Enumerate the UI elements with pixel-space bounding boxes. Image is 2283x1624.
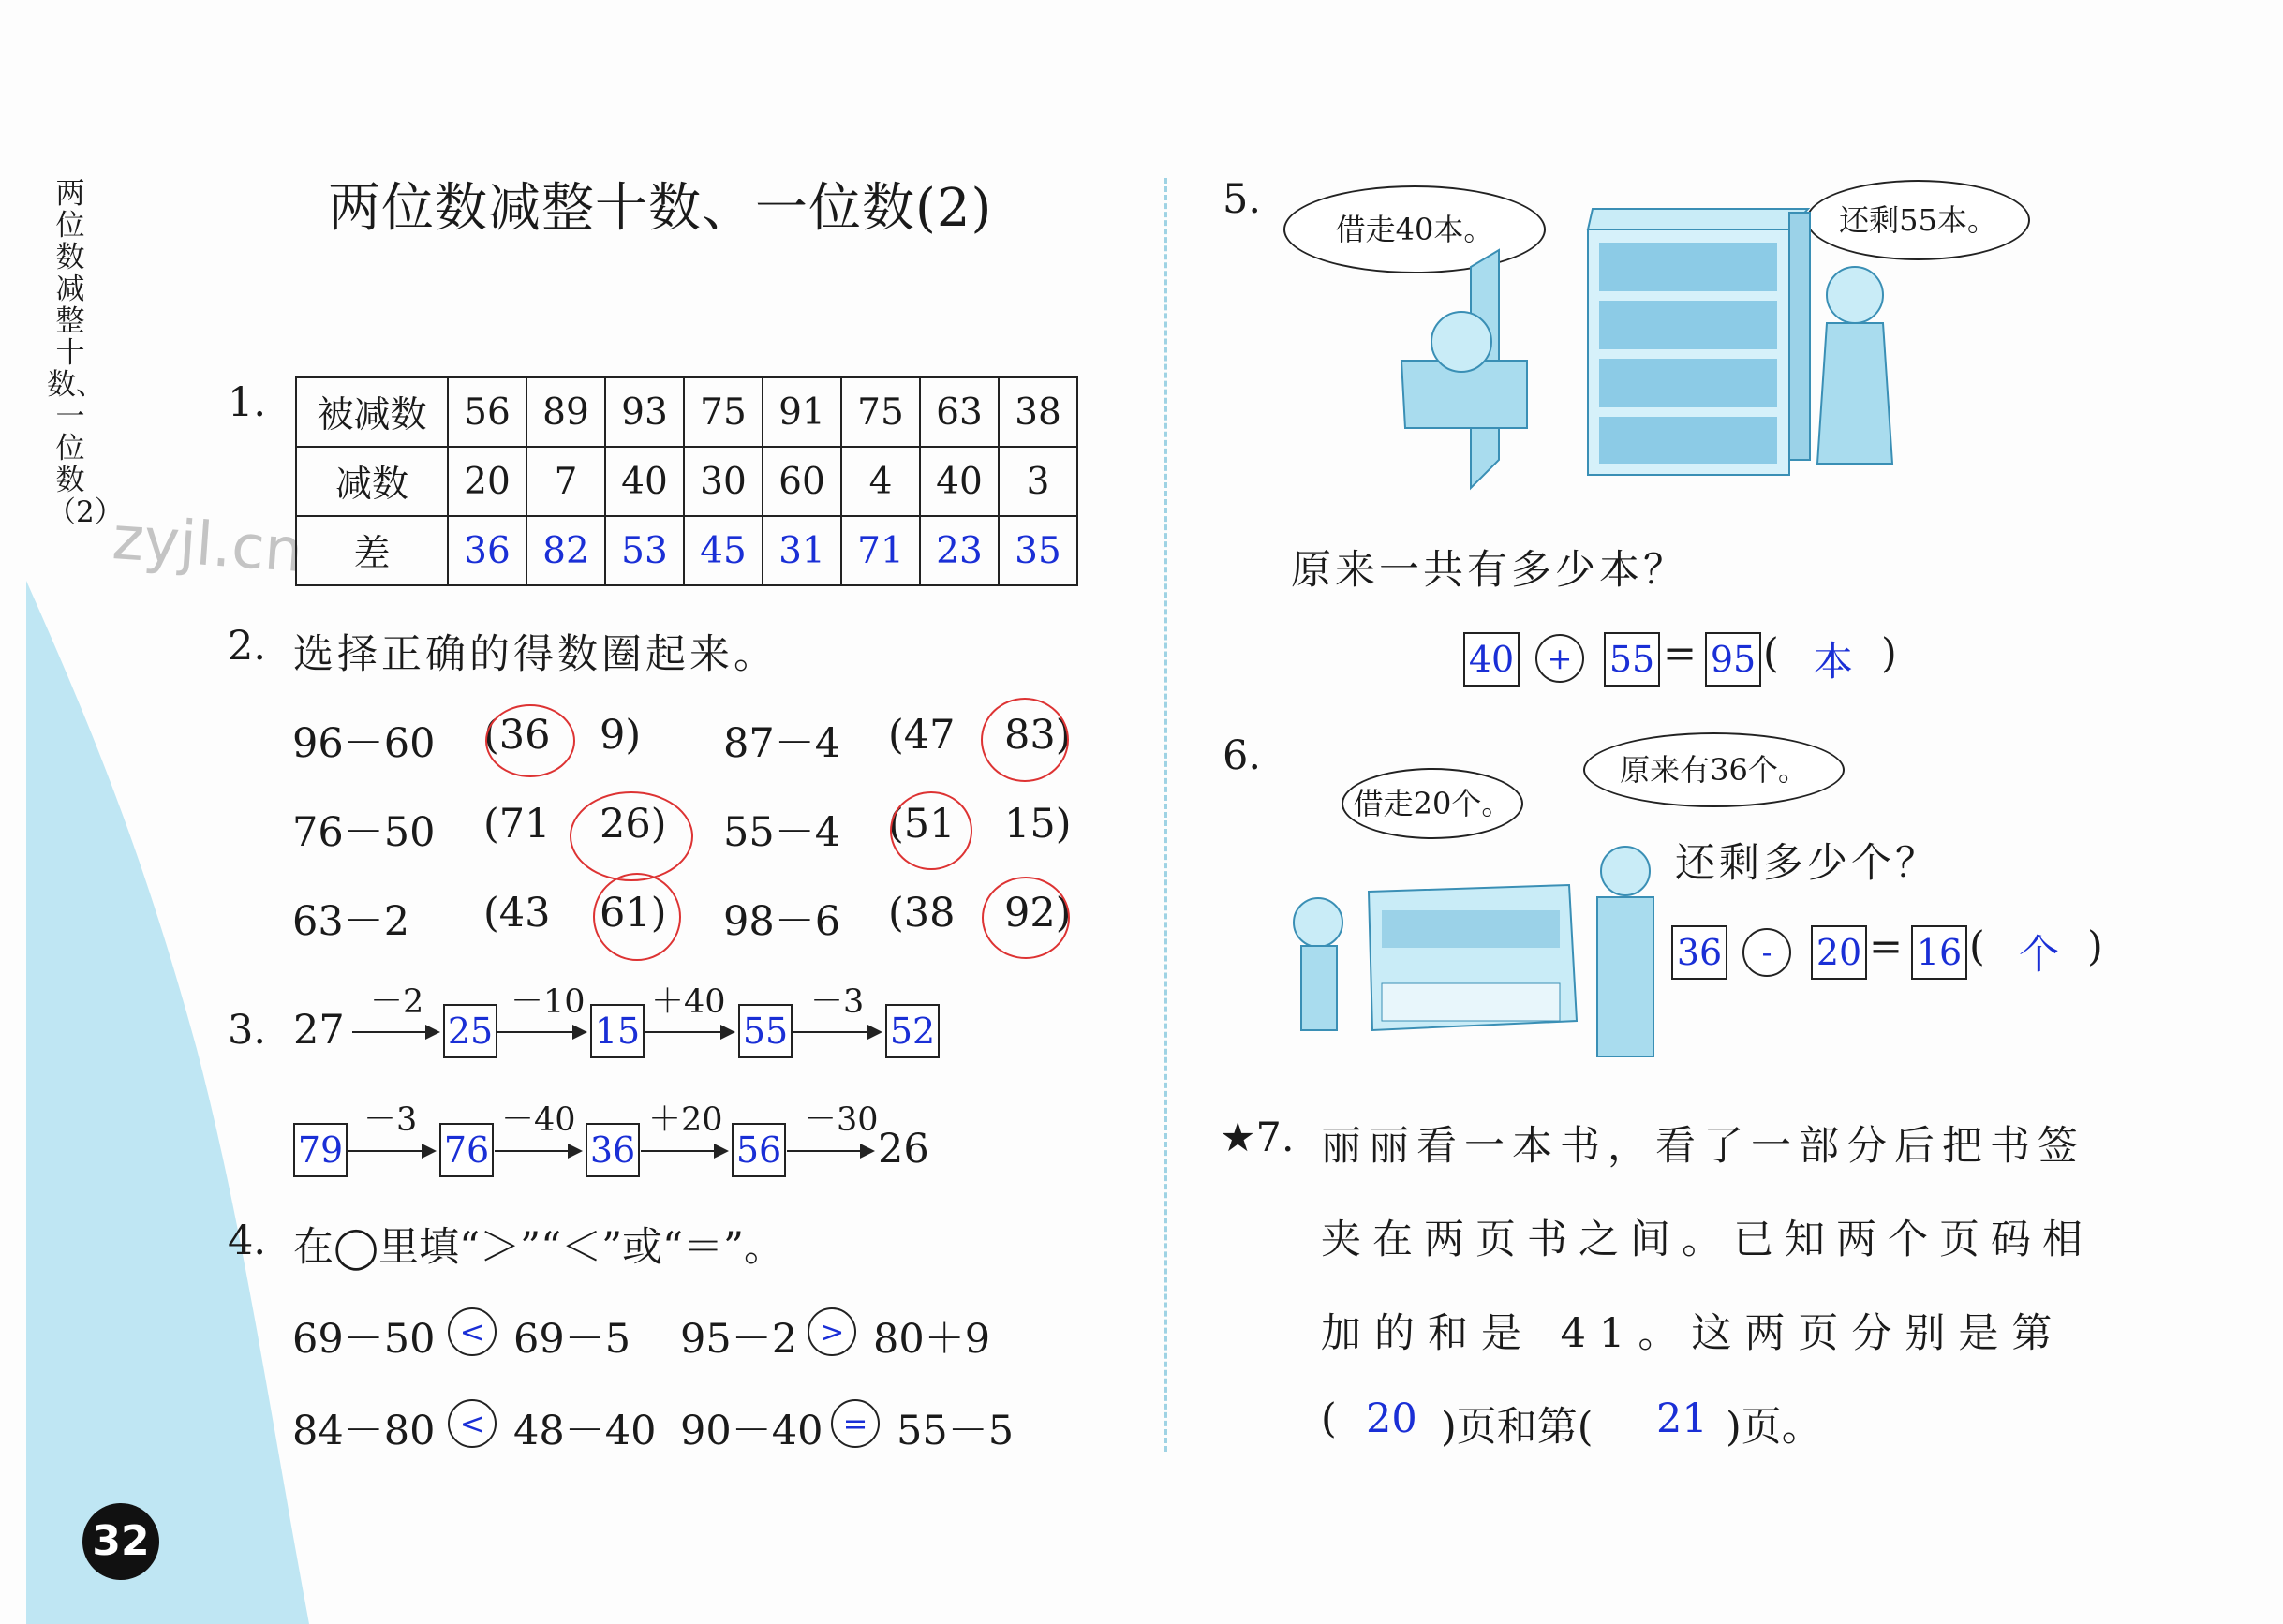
answer-cell: 53 [605,516,684,585]
table-cell: 38 [999,377,1077,447]
q4-right: 55－5 [897,1408,1015,1454]
chain-op: ＋20 [648,1101,723,1139]
rack-illustration [1288,843,1682,1068]
answer-cell: 45 [684,516,763,585]
chain-arrow [641,1150,727,1152]
q7-number: ★7. [1220,1115,1295,1161]
q2-option: 15) [1004,801,1072,848]
q7-answer-mid: )页和第( [1441,1404,1594,1451]
answer-box: 79 [293,1123,348,1177]
q4-left: 90－40 [680,1408,823,1454]
chain-end: 26 [878,1126,929,1173]
sidebar-title: 两位数减整十数、一位数（2） [47,177,124,529]
answer-box: 55 [1604,632,1660,687]
answer-box: 76 [439,1123,494,1177]
compare-circle: < [448,1307,497,1356]
unit-answer: 本 [1813,639,1853,686]
answer-cell: 36 [448,516,526,585]
equals-sign: = [1663,630,1697,677]
q5-question: 原来一共有多少本？ [1291,547,1687,594]
table-cell: 4 [841,447,920,516]
chain-op: －3 [363,1101,418,1139]
q1-table [295,376,1078,586]
page-number: 32 [82,1503,159,1580]
q4-right: 48－40 [513,1408,657,1454]
q2-option: (71 [483,801,551,848]
q2-expr: 87－4 [723,720,841,767]
unit-open: ( [1969,923,1985,970]
q7-line: 加的和是 41。这两页分别是第 [1321,1310,2066,1357]
answer-box: 56 [732,1123,786,1177]
q7-answer: 20 [1366,1395,1417,1442]
chain-op: ＋40 [651,983,726,1021]
operator-circle: - [1742,928,1791,977]
q7-answer: 21 [1656,1395,1708,1442]
q2-option: 9) [600,712,642,759]
speech-bubble: 原来有36个。 [1583,732,1845,807]
q4-right: 69－5 [513,1316,631,1363]
compare-circle: > [808,1307,856,1356]
q2-option: (43 [483,890,551,937]
q2-option: (38 [888,890,956,937]
table-cell: 63 [920,377,999,447]
q4-left: 95－2 [680,1316,798,1363]
answer-box: 36 [1671,925,1727,980]
q4-left: 84－80 [292,1408,436,1454]
speech-bubble: 借走20个。 [1342,768,1523,839]
page-title: 两位数减整十数、一位数(2) [328,178,993,239]
answer-box: 95 [1705,632,1761,687]
table-cell: 3 [999,447,1077,516]
operator-circle: + [1535,634,1584,683]
row-label: 被减数 [296,377,448,447]
chain-arrow [497,1031,586,1033]
table-cell: 20 [448,447,526,516]
answer-circle [890,791,972,870]
compare-circle: < [448,1399,497,1448]
q7-line: 丽丽看一本书，看了一部分后把书签 [1321,1123,2085,1170]
table-cell: 75 [841,377,920,447]
q2-expr: 76－50 [292,809,436,856]
answer-cell: 35 [999,516,1077,585]
compare-circle: = [831,1399,880,1448]
answer-box: 16 [1911,925,1967,980]
q2-expr: 96－60 [292,720,436,767]
answer-cell: 23 [920,516,999,585]
chain-start: 27 [293,1007,345,1054]
q4-prompt: 在◯里填“＞”“＜”或“＝”。 [293,1224,785,1271]
q2-option: (51 [888,801,956,848]
q4-right: 80＋9 [873,1316,991,1363]
answer-box: 15 [590,1004,645,1058]
chain-arrow [352,1031,438,1033]
table-cell: 60 [763,447,841,516]
q2-option: (36 [483,712,551,759]
q6-number: 6. [1223,732,1262,779]
bookshelf-illustration [1396,183,1920,501]
table-cell: 91 [763,377,841,447]
answer-circle [485,704,575,777]
answer-circle [570,791,693,881]
table-cell: 40 [920,447,999,516]
column-divider [1164,178,1167,1452]
q2-option: (47 [888,712,956,759]
q2-option: 26) [600,801,667,848]
q7-answer-prefix: ( [1321,1395,1337,1442]
speech-bubble: 借走40本。 [1283,185,1546,273]
answer-box: 40 [1463,632,1520,687]
unit-answer: 个 [2019,932,2059,979]
q5-number: 5. [1223,176,1262,223]
table-cell: 56 [448,377,526,447]
table-cell: 93 [605,377,684,447]
answer-box: 55 [738,1004,793,1058]
chain-arrow [787,1150,873,1152]
chain-op: －40 [501,1101,576,1139]
q4-number: 4. [228,1218,267,1264]
unit-close: ) [2087,923,2103,970]
q4-left: 69－50 [292,1316,436,1363]
table-cell: 30 [684,447,763,516]
answer-box: 20 [1811,925,1867,980]
q2-option: 83) [1004,712,1072,759]
answer-circle [593,873,681,961]
answer-box: 25 [443,1004,497,1058]
unit-close: ) [1881,630,1897,677]
equals-sign: = [1869,923,1904,970]
row-label: 差 [296,516,448,585]
answer-box: 52 [885,1004,940,1058]
q2-expr: 63－2 [292,898,410,945]
q3-number: 3. [228,1007,267,1054]
answer-cell: 71 [841,516,920,585]
q2-prompt: 选择正确的得数圈起来。 [293,631,778,678]
chain-op: －10 [511,983,586,1021]
chain-arrow [495,1150,581,1152]
q6-question: 还剩多少个？ [1675,840,1939,887]
chain-op: －2 [370,983,424,1021]
q7-answer-suffix: )页。 [1726,1404,1822,1451]
row-label: 减数 [296,447,448,516]
answer-circle [981,698,1069,782]
chain-op: －30 [804,1101,879,1139]
table-row [296,377,1077,447]
q2-option: 92) [1004,890,1072,937]
table-row [296,516,1077,585]
table-cell: 7 [526,447,605,516]
q2-expr: 98－6 [723,898,841,945]
q2-option: 61) [600,890,667,937]
q1-number: 1. [228,379,267,426]
table-cell: 75 [684,377,763,447]
q7-line: 夹在两页书之间。已知两个页码相 [1321,1217,2094,1263]
speech-bubble: 还剩55本。 [1806,180,2030,260]
chain-arrow [793,1031,881,1033]
answer-cell: 31 [763,516,841,585]
unit-open: ( [1763,630,1779,677]
chain-arrow [348,1150,435,1152]
table-cell: 89 [526,377,605,447]
q2-number: 2. [228,623,267,670]
answer-circle [982,877,1070,959]
answer-box: 36 [586,1123,640,1177]
chain-op: －3 [810,983,865,1021]
q2-expr: 55－4 [723,809,841,856]
chain-arrow [645,1031,734,1033]
watermark: zyjl.cn [110,504,305,586]
answer-cell: 82 [526,516,605,585]
table-row [296,447,1077,516]
table-cell: 40 [605,447,684,516]
